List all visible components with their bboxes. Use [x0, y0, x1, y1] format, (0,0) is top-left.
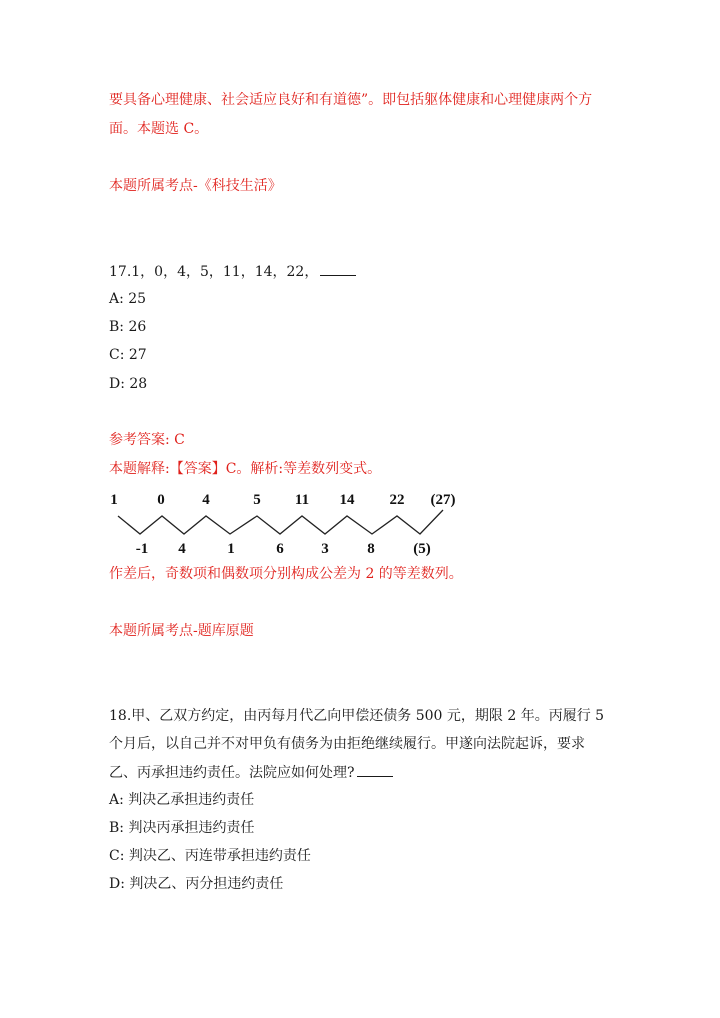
top-number: 22 [389, 492, 405, 508]
bottom-number: 1 [227, 541, 235, 557]
q18-option-b: B: 判决丙承担违约责任 [109, 820, 255, 836]
diagram-top-row [110, 492, 455, 508]
bottom-number: 4 [178, 541, 186, 557]
q17-stem [109, 261, 356, 282]
q18-stem-line-2: 个月后，以自己并不对甲负有债务为由拒绝继续履行。甲遂向法院起诉，要求 [109, 736, 585, 752]
bottom-number: 6 [276, 541, 284, 557]
difference-diagram [100, 486, 480, 560]
q18-option-d: D: 判决乙、丙分担违约责任 [109, 876, 284, 892]
q17-option-d: D: 28 [109, 376, 148, 392]
q18-answer-blank [357, 762, 393, 777]
q17-answer-blank [320, 261, 356, 276]
bottom-number: 3 [321, 541, 329, 557]
top-number: 5 [253, 492, 261, 508]
prev-explanation-line-2: 面。本题选 C。 [109, 121, 209, 137]
prev-topic: 本题所属考点-《科技生活》 [109, 178, 282, 194]
diagram-bottom-row [136, 541, 431, 557]
top-number: 4 [202, 492, 210, 508]
q17-option-a: A: 25 [109, 291, 147, 307]
top-number: 1 [110, 492, 118, 508]
top-number: 11 [294, 492, 310, 508]
q18-stem-line-1: 18.甲、乙双方约定，由丙每月代乙向甲偿还债务 500 元，期限 2 年。丙履行 5 [109, 708, 605, 724]
q17-conclusion: 作差后，奇数项和偶数项分别构成公差为 2 的等差数列。 [109, 566, 463, 582]
q18-stem-line-3 [109, 762, 393, 783]
q17-topic: 本题所属考点-题库原题 [109, 623, 254, 639]
q17-explanation: 本题解释:【答案】C。解析:等差数列变式。 [109, 461, 382, 477]
q18-option-c: C: 判决乙、丙连带承担违约责任 [109, 848, 311, 864]
q18-stem-line-3-text: 乙、丙承担违约责任。法院应如何处理? [109, 765, 355, 781]
top-number: 0 [157, 492, 165, 508]
top-number: (27) [430, 492, 456, 508]
q17-option-c: C: 27 [109, 347, 147, 363]
prev-explanation-line-1: 要具备心理健康、社会适应良好和有道德”。即包括躯体健康和心理健康两个方 [109, 92, 593, 108]
zigzag-line [118, 510, 443, 534]
bottom-number: (5) [413, 541, 431, 557]
q17-answer: 参考答案: C [109, 432, 185, 448]
bottom-number: -1 [135, 541, 149, 557]
q17-stem-text: 17.1，0，4，5，11，14，22， [109, 264, 319, 280]
q18-option-a: A: 判决乙承担违约责任 [109, 792, 255, 808]
top-number: 14 [339, 492, 355, 508]
bottom-number: 8 [367, 541, 375, 557]
q17-option-b: B: 26 [109, 319, 147, 335]
